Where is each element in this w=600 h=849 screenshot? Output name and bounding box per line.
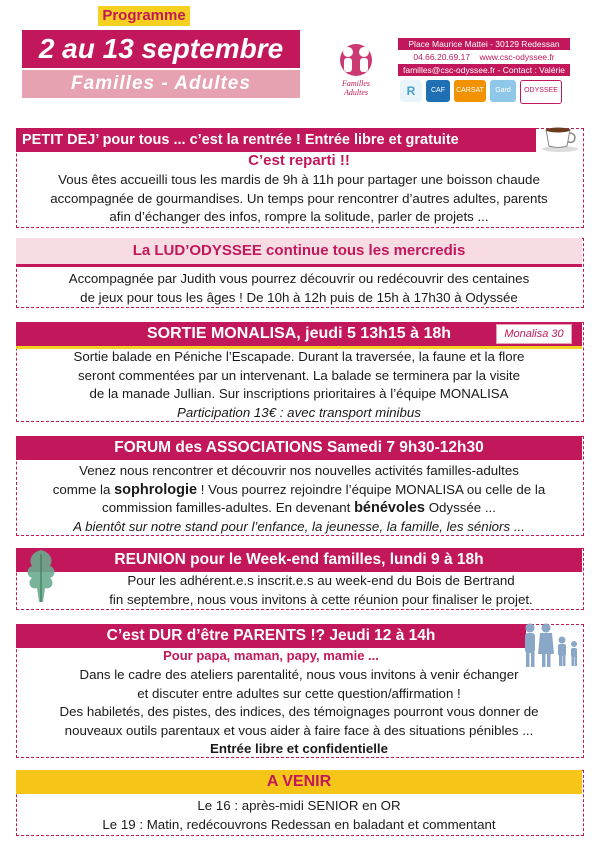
text-line: Sortie balade en Péniche l’Escapade. Durant la traversée, la faune et la flore — [73, 349, 525, 364]
partner-logo-caf: CAF — [426, 80, 450, 102]
text-line: Le 16 : après-midi SENIOR en OR — [197, 798, 401, 813]
petit-dej-title: PETIT DEJ’ pour tous ... c’est la rentrée ! Entrée libre et gratuite — [16, 128, 536, 152]
phone-website — [398, 52, 570, 62]
text-line — [16, 481, 582, 500]
monalisa-body — [16, 348, 582, 422]
parents-closing: Entrée libre et confidentielle — [209, 741, 389, 756]
text-line: de la manade Jullian. Sur inscriptions prioritaires à l’équipe MONALISA — [89, 386, 509, 401]
partner-logo-odyssee: ODYSSEE — [520, 80, 562, 104]
text-fragment: Odyssée ... — [425, 500, 496, 515]
partner-logo-gard: Gard — [490, 80, 516, 102]
ludodyssee-title — [16, 238, 582, 267]
website-link[interactable]: www.csc-odyssee.fr — [479, 52, 555, 62]
forum-title: FORUM des ASSOCIATIONS Samedi 7 9h30-12h30 — [16, 436, 582, 460]
phone: 04.66.20.69.17 — [413, 52, 471, 62]
subtitle-banner: Familles - Adultes — [22, 70, 300, 98]
text-line: nouveaux outils parentaux et vous aider à faire face à des situations pénibles ... — [64, 722, 534, 738]
sophrologie-highlight: sophrologie — [114, 481, 198, 498]
parents-subtitle: Pour papa, maman, papy, mamie ... — [163, 648, 379, 663]
parents-title: C’est DUR d’être PARENTS !? Jeudi 12 à 14h — [16, 624, 526, 648]
text-line: Pour les adhérent.e.s inscrit.e.s au week-end du Bois de Bertrand — [127, 573, 515, 588]
text-line: Des habiletés, des pistes, des indices, des témoignages pourront vous donner de — [59, 704, 539, 719]
reunion-body — [60, 572, 582, 609]
text-line: Vous êtes accueilli tous les mardis de 9h à 11h pour partager une boisson chaude — [58, 172, 540, 187]
monalisa-title: SORTIE MONALISA, jeudi 5 13h15 à 18h — [16, 322, 582, 349]
text-line: A bientôt sur notre stand pour l’enfance, la jeunesse, la famille, les séniors ... — [73, 518, 525, 534]
parents-body — [16, 666, 582, 759]
partner-logo-carsat: CARSAT 30 — [454, 80, 486, 102]
monalisa-badge: Monalisa 30 — [496, 324, 572, 344]
reunion-title: REUNION pour le Week-end familles, lundi 9 à 18h — [16, 548, 582, 572]
petit-dej-subtitle: C’est reparti !! — [248, 152, 350, 169]
text-line: et discuter entre adultes sur cette question/affirmation ! — [137, 685, 461, 701]
ludodyssee-title-name: La LUD’ODYSSEE — [132, 242, 262, 259]
a-venir-body — [16, 797, 582, 834]
text-line: Accompagnée par Judith vous pourrez découvrir ou redécouvrir des centaines — [68, 271, 530, 286]
familles-adultes-logo — [322, 38, 390, 98]
text-line: seront commentées par un intervenant. La balade se terminera par la visite — [78, 367, 520, 383]
monalisa-participation: Participation 13€ : avec transport minibus — [177, 404, 421, 420]
svg-text:Adultes: Adultes — [344, 88, 368, 97]
date-banner: 2 au 13 septembre — [22, 30, 300, 68]
text-line: accompagnée de gourmandises. Un temps pour rencontrer d’autres adultes, parents — [50, 190, 548, 206]
svg-text:Familles: Familles — [342, 79, 370, 88]
partner-logo-r: R — [400, 80, 422, 102]
text-line: Venez nous rencontrer et découvrir nos nouvelles activités familles-adultes — [79, 463, 519, 478]
text-line: de jeux pour tous les âges ! De 10h à 12h puis de 15h à 17h30 à Odyssée — [80, 289, 518, 305]
ludodyssee-title-rest: continue tous les mercredis — [261, 242, 466, 259]
benevoles-highlight: bénévoles — [354, 500, 425, 516]
text-fragment: ! Vous pourrez rejoindre l’équipe MONALISA ou celle de la — [197, 481, 546, 497]
text-line: afin d’échanger des infos, rompre la solitude, parler de projets ... — [109, 209, 489, 224]
text-line — [16, 499, 582, 518]
oak-leaf-icon — [22, 546, 60, 608]
text-line: Dans le cadre des ateliers parentalité, nous vous invitons à venir échanger — [79, 667, 519, 682]
address: Place Maurice Mattei - 30129 Redessan — [398, 38, 570, 50]
text-line: Le 19 : Matin, redécouvrons Redessan en baladant et commentant — [102, 816, 496, 832]
a-venir-title: A VENIR — [16, 770, 582, 794]
text-line: fin septembre, nous vous invitons à cette réunion pour finaliser le projet. — [109, 591, 533, 607]
text-fragment: commission familles-adultes. En devenant — [102, 500, 355, 515]
forum-body — [16, 462, 582, 536]
ludodyssee-body — [16, 270, 582, 307]
petit-dej-body — [16, 171, 582, 227]
programme-tag: Programme — [98, 6, 190, 26]
email-contact[interactable]: familles@csc-odyssee.fr - Contact : Valérie — [398, 64, 570, 76]
coffee-cup-icon — [540, 124, 580, 152]
text-fragment: comme la — [52, 481, 115, 497]
